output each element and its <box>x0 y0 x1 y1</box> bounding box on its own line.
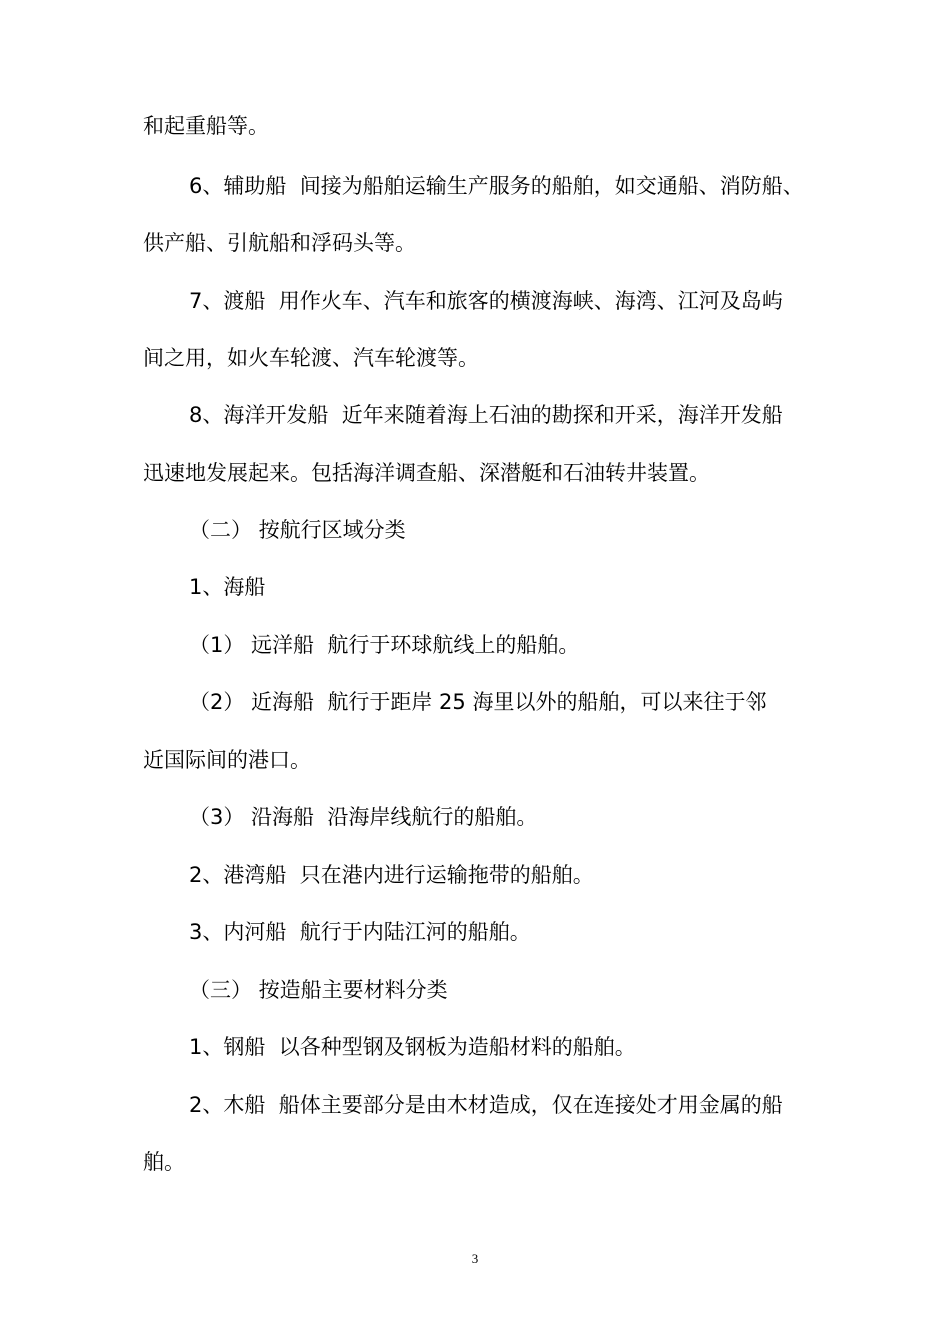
text-line: 和起重船等。 <box>143 114 269 138</box>
text-line: （1） 远洋船 航行于环球航线上的船舶。 <box>189 633 580 657</box>
text-line: 1、海船 <box>189 575 266 599</box>
text-line: 3、内河船 航行于内陆江河的船舶。 <box>189 920 531 944</box>
text-line: 6、辅助船 间接为船舶运输生产服务的船舶，如交通船、消防船、 <box>189 174 804 198</box>
text-line: 8、海洋开发船 近年来随着海上石油的勘探和开采，海洋开发船 <box>189 403 783 427</box>
text-line: （3） 沿海船 沿海岸线航行的船舶。 <box>189 805 538 829</box>
text-line: （2） 近海船 航行于距岸 25 海里以外的船舶，可以来往于邻 <box>189 690 767 714</box>
section-heading: （三） 按造船主要材料分类 <box>189 978 448 1002</box>
text-line: 间之用，如火车轮渡、汽车轮渡等。 <box>143 346 479 370</box>
text-line: 近国际间的港口。 <box>143 748 311 772</box>
text-line: 迅速地发展起来。包括海洋调查船、深潜艇和石油转井装置。 <box>143 461 710 485</box>
text-line: 供产船、引航船和浮码头等。 <box>143 231 416 255</box>
text-line: 7、渡船 用作火车、汽车和旅客的横渡海峡、海湾、江河及岛屿 <box>189 289 783 313</box>
page-number: 3 <box>471 1251 479 1266</box>
text-line: 2、港湾船 只在港内进行运输拖带的船舶。 <box>189 863 594 887</box>
section-heading: （二） 按航行区域分类 <box>189 518 406 542</box>
text-line: 舶。 <box>143 1150 185 1174</box>
text-line: 2、木船 船体主要部分是由木材造成，仅在连接处才用金属的船 <box>189 1093 783 1117</box>
text-line: 1、钢船 以各种型钢及钢板为造船材料的船舶。 <box>189 1035 636 1059</box>
